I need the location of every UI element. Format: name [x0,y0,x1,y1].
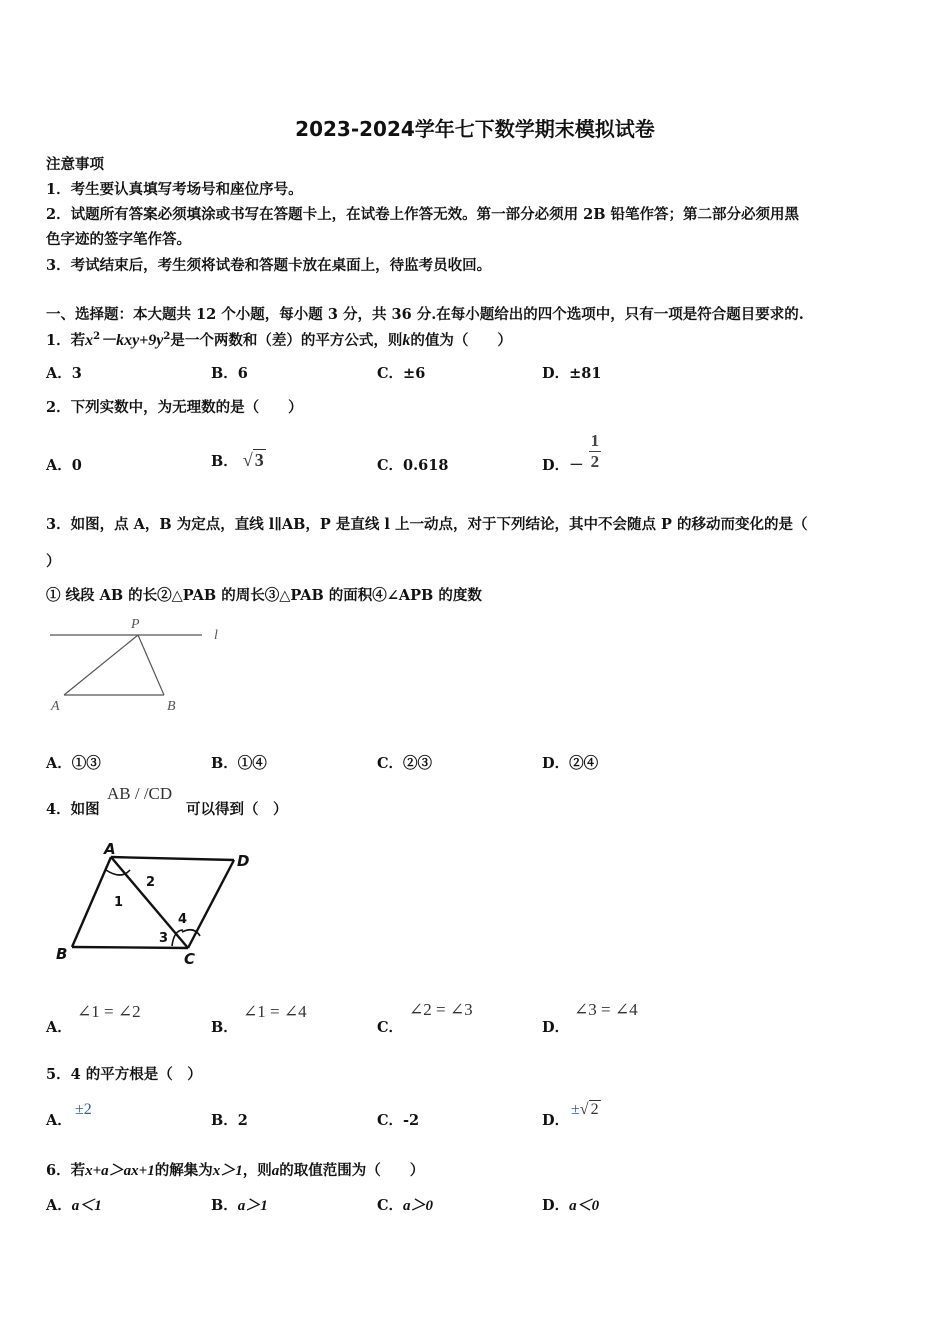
q6-mid: 的解集为 [154,1162,213,1179]
q5-option-c[interactable]: C．-2 [377,1112,420,1129]
segment-dc [188,860,234,948]
notice-item-1: 1．考生要认真填写考场号和座位序号。 [46,181,303,198]
fig4-label-b: B [56,945,68,963]
fig4-label-3: 3 [159,931,169,946]
q6-option-b[interactable] [211,1194,268,1215]
q6-option-b-label: B． [211,1197,238,1214]
q4-option-a[interactable]: ∠1 = ∠2 [77,1002,141,1021]
question-3-statements: ① 线段 AB 的长②△PAB 的周长③△PAB 的面积④∠APB 的度数 [46,587,482,604]
segment-ad [111,857,234,860]
q5-option-a-label[interactable]: A． [46,1112,72,1129]
q4-option-c[interactable]: ∠2 = ∠3 [409,1000,473,1019]
q2-option-d[interactable] [542,428,601,475]
q1-option-b[interactable]: B．6 [211,365,248,382]
q1-prefix: 1．若 [46,332,86,349]
q1-option-d[interactable]: D．±81 [542,365,602,382]
q6-option-d-value: a＜0 [569,1198,600,1214]
q4-suffix: 可以得到（ ） [186,801,288,818]
q2-option-a[interactable]: A．0 [46,457,82,474]
q6-a-var: a [271,1163,280,1179]
q6-inequality: x+a＞ax+1 [85,1163,155,1179]
label-b: B [167,699,176,714]
q4-option-b-label[interactable]: B． [211,1019,238,1036]
q3-option-b[interactable]: B．①④ [211,755,267,772]
q4-option-b[interactable]: ∠1 = ∠4 [243,1002,307,1021]
q5-option-d-label[interactable]: D． [542,1112,570,1129]
q6-option-c[interactable] [377,1194,433,1215]
q5-d-radicand: 2 [590,1101,599,1118]
fig4-label-2: 2 [146,875,156,890]
q6-solution: x＞1 [212,1163,243,1179]
q5-d-plusminus: ± [571,1101,580,1118]
figure-triangle-pab [46,612,236,717]
fraction-one-half [589,431,602,472]
segment-bc [72,947,188,948]
fig4-label-1: 1 [114,895,124,910]
q1-expr-sup2: 2 [163,331,171,343]
segment-pb [138,635,164,695]
q1-option-a[interactable]: A．3 [46,365,82,382]
q2-option-b[interactable] [211,450,266,471]
q6-prefix: 6．若 [46,1162,86,1179]
label-p: P [131,617,140,632]
q5-option-a[interactable]: ±2 [75,1101,92,1118]
q2-d-numerator: 1 [590,431,600,450]
label-l: l [214,628,218,643]
q6-option-a-value: a＜1 [71,1198,102,1214]
question-6-stem [46,1159,424,1180]
notice-item-2-cont: 色字迹的签字笔作答。 [46,231,191,248]
sqrt-2: √ 2 [579,1101,599,1118]
q4-condition: AB / /CD [107,784,173,803]
q6-option-b-value: a＞1 [237,1198,268,1214]
q6-option-d-label: D． [542,1197,570,1214]
fig4-label-a: A [104,840,116,858]
question-1-stem [46,327,512,350]
q6-option-c-value: a＞0 [403,1198,434,1214]
q3-option-d[interactable]: D．②④ [542,755,599,772]
section-heading: 一、选择题：本大题共 12 个小题，每小题 3 分，共 36 分.在每小题给出的四个选项中，只有一项是符合题目要求的. [46,306,804,323]
fig4-label-d: D [237,852,250,870]
fig4-label-4: 4 [178,912,188,927]
q3-option-a[interactable]: A．①③ [46,755,101,772]
question-5-stem: 5．4 的平方根是（ ） [46,1066,202,1083]
q4-option-d-label[interactable]: D． [542,1019,570,1036]
q1-expr-sup1: 2 [93,331,101,343]
q4-option-a-label[interactable]: A． [46,1019,72,1036]
page-title: 2023-2024学年七下数学期末模拟试卷 [295,117,655,141]
q4-prefix: 4．如图 [46,801,100,818]
q4-option-d[interactable]: ∠3 = ∠4 [574,1000,638,1019]
question-2-stem: 2．下列实数中，为无理数的是（ ） [46,399,303,416]
notice-item-3: 3．考试结束后，考生须将试卷和答题卡放在桌面上，待监考员收回。 [46,257,492,274]
sqrt-3: √ 3 [242,450,264,470]
q5-option-b[interactable]: B．2 [211,1112,248,1129]
q1-suffix-a: 是一个两数和（差）的平方公式，则 [170,332,403,349]
q6-suffix: 的取值范围为（ ） [279,1162,425,1179]
q6-option-d[interactable] [542,1194,599,1215]
question-3-stem-cont: ） [46,553,61,570]
q1-k: k [402,332,411,349]
q1-expr-x: x [85,332,94,349]
figure-parallelogram-abcd [46,840,266,970]
q6-option-a[interactable] [46,1194,102,1215]
q2-option-b-label: B． [211,453,238,470]
q2-d-denominator: 2 [590,452,600,471]
q2-option-d-label: D．－ [542,457,584,474]
notice-heading: 注意事项 [46,156,104,173]
q1-expr-mid: －kxy+9y [100,332,164,349]
q6-mid2: ，则 [242,1162,272,1179]
segment-ab [72,857,111,947]
fig4-label-c: C [184,950,196,968]
q6-option-a-label: A． [46,1197,72,1214]
q2-b-radicand: 3 [254,450,264,470]
q1-suffix-b: 的值为（ ） [410,332,512,349]
q5-option-d[interactable] [571,1101,601,1119]
q2-option-c[interactable]: C．0.618 [377,457,449,474]
question-3-stem: 3．如图，点 A，B 为定点，直线 l∥AB，P 是直线 l 上一动点，对于下列结论，其中不会随点 P 的移动而变化的是（ [46,516,808,533]
q3-option-c[interactable]: C．②③ [377,755,433,772]
notice-item-2: 2．试题所有答案必须填涂或书写在答题卡上，在试卷上作答无效。第一部分必须用 2B 铅笔作答；第二部分必须用黑 [46,206,800,223]
q1-option-c[interactable]: C．±6 [377,365,426,382]
label-a: A [51,699,60,714]
segment-ap [64,635,138,695]
q4-option-c-label[interactable]: C． [377,1019,404,1036]
q6-option-c-label: C． [377,1197,404,1214]
